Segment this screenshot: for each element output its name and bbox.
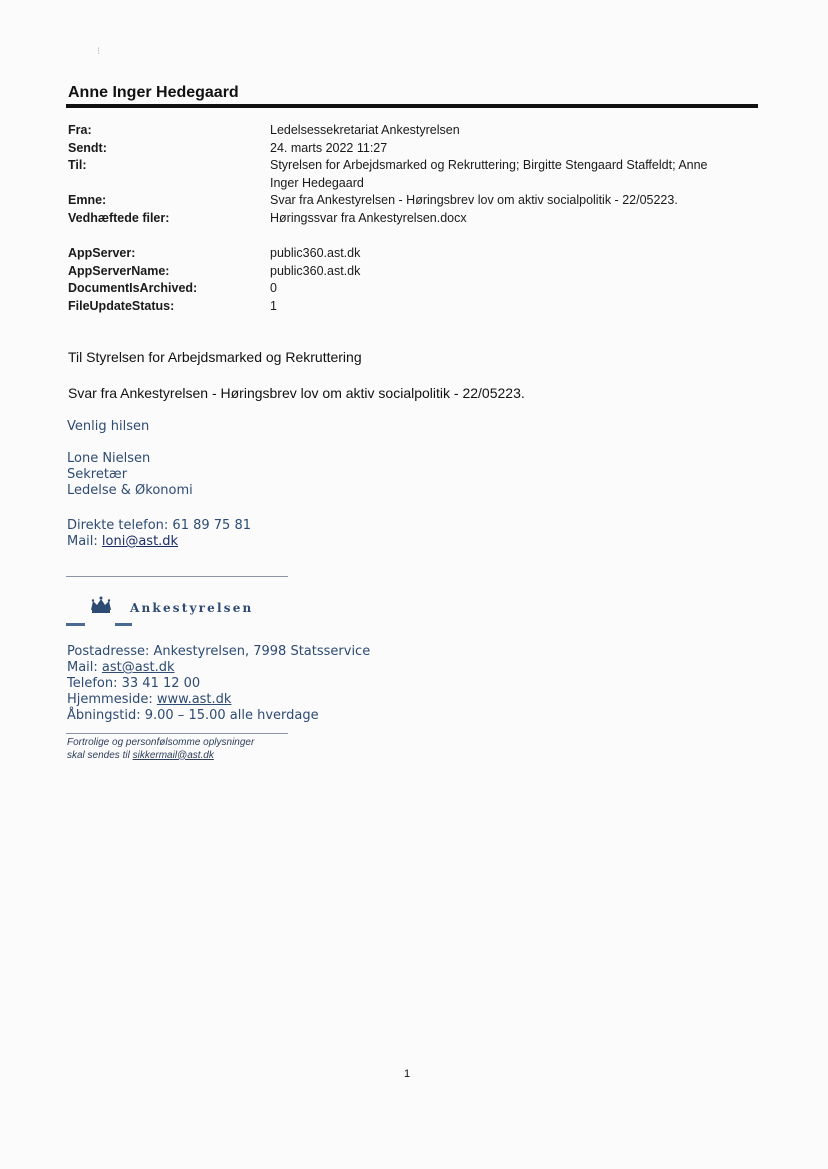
org-hours: Åbningstid: 9.00 – 15.00 alle hverdage [67,708,319,723]
signature-role: Sekretær [67,467,128,482]
org-homepage-line [67,692,370,708]
page-title: Anne Inger Hedegaard [68,84,239,101]
email-header-fields [68,122,758,227]
signature-department: Ledelse & Økonomi [67,483,193,498]
meta-label: DocumentIsArchived: [68,281,198,295]
signature-name: Lone Nielsen [67,451,151,466]
meta-value: 0 [270,281,277,295]
signature-block [67,451,193,499]
meta-value: 1 [270,298,277,313]
signature-phone: Direkte telefon: 61 89 75 81 [67,518,251,533]
confidential-divider [66,733,288,734]
salutation: Til Styrelsen for Arbejdsmarked og Rekruttering [68,349,362,365]
field-label: Sendt: [68,140,107,155]
field-from [68,122,758,140]
signature-divider [66,576,288,577]
scan-mark: ⁝ [97,46,101,57]
field-value: Ledelsessekretariat Ankestyrelsen [270,123,460,137]
signature-contact [67,518,251,550]
meta-archived [68,280,758,298]
confidential-line-1: Fortrolige og personfølsomme oplysninger [67,737,255,748]
meta-appservername [68,263,758,281]
page-number: 1 [404,1068,411,1080]
org-logo-text: Ankestyrelsen [130,601,254,615]
attachment-file[interactable]: Høringssvar fra Ankestyrelsen.docx [270,210,467,225]
mail-prefix: Mail: [67,534,102,549]
org-phone: Telefon: 33 41 12 00 [67,676,201,691]
body-subject: Svar fra Ankestyrelsen - Høringsbrev lov om aktiv socialpolitik - 22/05223. [68,385,525,401]
meta-updatestatus [68,298,758,316]
field-sent [68,140,758,158]
meta-value: public360.ast.dk [270,246,361,260]
logo-bar-left [66,623,85,626]
email-meta-fields [68,245,758,315]
field-value: 24. marts 2022 11:27 [270,140,388,155]
homepage-link[interactable]: www.ast.dk [156,692,232,707]
meta-label: AppServerName: [68,263,170,278]
field-label: Emne: [68,193,107,207]
title-rule [66,104,758,108]
homepage-prefix: Hjemmeside: [67,692,157,707]
meta-label: FileUpdateStatus: [68,298,175,313]
confidential-note [67,737,254,762]
crown-icon [89,596,113,614]
org-mail-prefix: Mail: [67,660,102,675]
field-attachments [68,210,758,228]
signature-mail-line [67,534,251,550]
field-label: Vedhæftede filer: [68,210,170,225]
field-subject [68,192,758,210]
confidential-prefix: skal sendes til [67,749,133,761]
logo-bar-right [115,623,132,626]
org-mail-line [67,660,370,676]
org-contact [67,644,370,724]
meta-appserver [68,245,758,263]
meta-value: public360.ast.dk [270,263,361,278]
field-value: Styrelsen for Arbejdsmarked og Rekruttering; Birgitte Stengaard Staffeldt; Anne Inger Hedegaard [270,158,708,190]
org-address: Postadresse: Ankestyrelsen, 7998 Statsservice [67,644,371,659]
signature-mail-link[interactable]: loni@ast.dk [101,534,179,549]
field-label: Til: [68,158,87,172]
secure-mail-link[interactable]: sikkermail@ast.dk [132,749,214,761]
field-label: Fra: [68,123,92,137]
meta-label: AppServer: [68,246,136,260]
confidential-line-2 [67,750,254,763]
field-value: Svar fra Ankestyrelsen - Høringsbrev lov om aktiv socialpolitik - 22/05223. [270,193,678,207]
field-to [68,157,758,192]
org-mail-link[interactable]: ast@ast.dk [101,660,175,675]
signature-greeting: Venlig hilsen [67,419,150,434]
